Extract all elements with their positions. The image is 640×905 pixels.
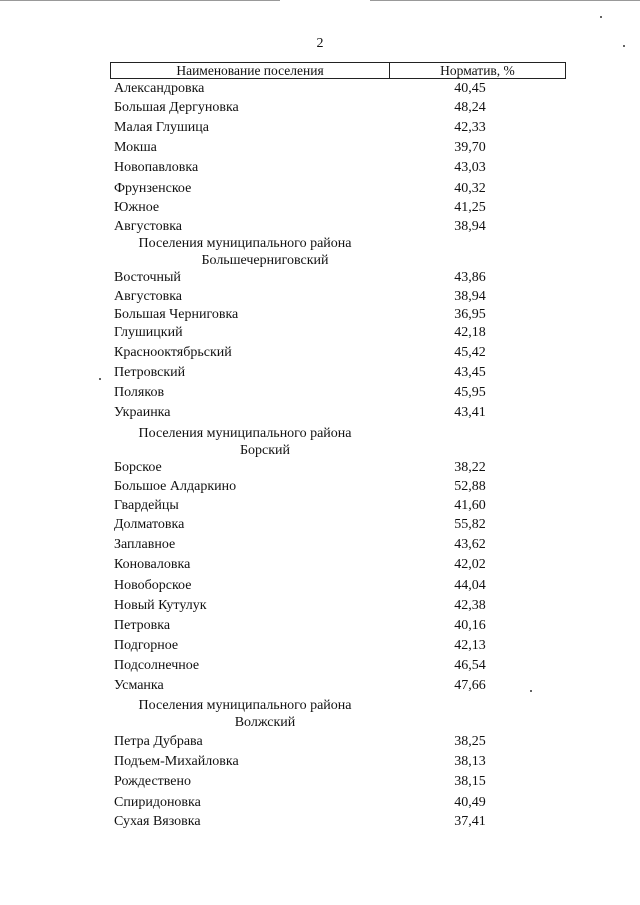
settlement-name: Фрунзенское: [114, 181, 192, 196]
table-row: [0, 306, 640, 324]
settlement-name: Гвардейцы: [114, 498, 179, 513]
norm-value: 40,32: [454, 181, 486, 196]
norm-value: 43,45: [454, 365, 486, 380]
norm-value: 47,66: [454, 678, 486, 693]
settlement-name: Подъем-Михайловка: [114, 754, 239, 769]
settlement-name: Новопавловка: [114, 160, 199, 175]
settlement-name: Петра Дубрава: [114, 734, 203, 749]
settlement-name: Рождествено: [114, 774, 192, 789]
district-heading-line2: Большечерниговский: [201, 253, 329, 268]
scan-speck: [600, 16, 602, 18]
settlement-name: Августовка: [114, 219, 183, 234]
table-row: [0, 577, 640, 595]
settlement-name: Александровка: [114, 81, 205, 96]
district-heading-line1: Поселения муниципального района: [138, 236, 352, 251]
norm-value: 45,42: [454, 345, 486, 360]
norm-value: 41,60: [454, 498, 486, 513]
norm-value: 39,70: [454, 140, 486, 155]
settlement-name: Подгорное: [114, 638, 179, 653]
norm-value: 38,15: [454, 774, 486, 789]
settlement-name: Мокша: [114, 140, 157, 155]
norm-value: 41,25: [454, 200, 486, 215]
norm-value: 40,16: [454, 618, 486, 633]
settlement-name: Спиридоновка: [114, 795, 201, 810]
settlement-name: Новоборское: [114, 578, 192, 593]
table-row: [0, 813, 640, 831]
norm-value: 43,62: [454, 537, 486, 552]
norm-value: 38,22: [454, 460, 486, 475]
table-row: [0, 119, 640, 137]
settlement-name: Большая Дергуновка: [114, 100, 239, 115]
table-row: [0, 344, 640, 362]
table-row: [0, 99, 640, 117]
settlement-name: Краснооктябрьский: [114, 345, 232, 360]
table-row: [0, 218, 640, 236]
settlement-name: Борское: [114, 460, 162, 475]
norm-value: 36,95: [454, 307, 486, 322]
table-row: [0, 497, 640, 515]
table-row: [0, 773, 640, 791]
norm-value: 43,03: [454, 160, 486, 175]
table-row: [0, 324, 640, 342]
norm-value: 42,38: [454, 598, 486, 613]
settlement-name: Заплавное: [114, 537, 176, 552]
norm-value: 43,86: [454, 270, 486, 285]
settlement-name: Глушицкий: [114, 325, 183, 340]
table-row: [0, 384, 640, 402]
settlement-name: Новый Кутулук: [114, 598, 207, 613]
table-row: [0, 459, 640, 477]
norm-value: 42,33: [454, 120, 486, 135]
table-row: [0, 677, 640, 695]
scan-speck: [623, 45, 625, 47]
settlement-name: Украинка: [114, 405, 171, 420]
norm-value: 38,13: [454, 754, 486, 769]
table-row: [0, 180, 640, 198]
norm-value: 46,54: [454, 658, 486, 673]
district-heading-line1: Поселения муниципального района: [138, 426, 352, 441]
norm-value: 42,13: [454, 638, 486, 653]
settlement-name: Большая Черниговка: [114, 307, 239, 322]
settlement-name: Усманка: [114, 678, 164, 693]
table-row: [0, 733, 640, 751]
settlement-name: Восточный: [114, 270, 181, 285]
norm-value: 42,18: [454, 325, 486, 340]
table-row: [0, 597, 640, 615]
norm-value: 37,41: [454, 814, 486, 829]
norm-value: 52,88: [454, 479, 486, 494]
table-row: [0, 288, 640, 306]
norm-value: 48,24: [454, 100, 486, 115]
page-number: 2: [316, 36, 324, 51]
table-row: [0, 199, 640, 217]
table-row: [0, 657, 640, 675]
norm-value: 40,45: [454, 81, 486, 96]
norm-value: 55,82: [454, 517, 486, 532]
settlement-name: Петровский: [114, 365, 186, 380]
norm-value: 38,25: [454, 734, 486, 749]
norm-value: 45,95: [454, 385, 486, 400]
settlement-name: Коноваловка: [114, 557, 191, 572]
settlement-name: Петровка: [114, 618, 171, 633]
table-row: [0, 478, 640, 496]
settlement-name: Долматовка: [114, 517, 185, 532]
table-row: [0, 80, 640, 98]
scan-speck: [99, 378, 101, 380]
scan-speck: [530, 690, 532, 692]
table-row: [0, 404, 640, 422]
table-row: [0, 159, 640, 177]
norm-value: 40,49: [454, 795, 486, 810]
norm-value: 43,41: [454, 405, 486, 420]
settlement-name: Августовка: [114, 289, 183, 304]
norm-value: 38,94: [454, 219, 486, 234]
norm-value: 44,04: [454, 578, 486, 593]
district-heading-line2: Волжский: [234, 715, 296, 730]
table-row: [0, 617, 640, 635]
settlement-name: Малая Глушица: [114, 120, 209, 135]
district-heading-line2: Борский: [239, 443, 291, 458]
table-row: [0, 753, 640, 771]
table-row: [0, 794, 640, 812]
norm-value: 42,02: [454, 557, 486, 572]
settlement-name: Подсолнечное: [114, 658, 200, 673]
table-row: [0, 637, 640, 655]
settlement-name: Южное: [114, 200, 160, 215]
header-norm-percent: Норматив, %: [440, 63, 515, 78]
district-heading-line1: Поселения муниципального района: [138, 698, 352, 713]
header-settlement-name: Наименование поселения: [176, 63, 324, 78]
settlement-name: Поляков: [114, 385, 165, 400]
table-row: [0, 556, 640, 574]
table-row: [0, 139, 640, 157]
settlement-name: Большое Алдаркино: [114, 479, 237, 494]
settlement-name: Сухая Вязовка: [114, 814, 201, 829]
table-row: [0, 516, 640, 534]
table-row: [0, 536, 640, 554]
table-row: [0, 364, 640, 382]
table-row: [0, 269, 640, 287]
norm-value: 38,94: [454, 289, 486, 304]
